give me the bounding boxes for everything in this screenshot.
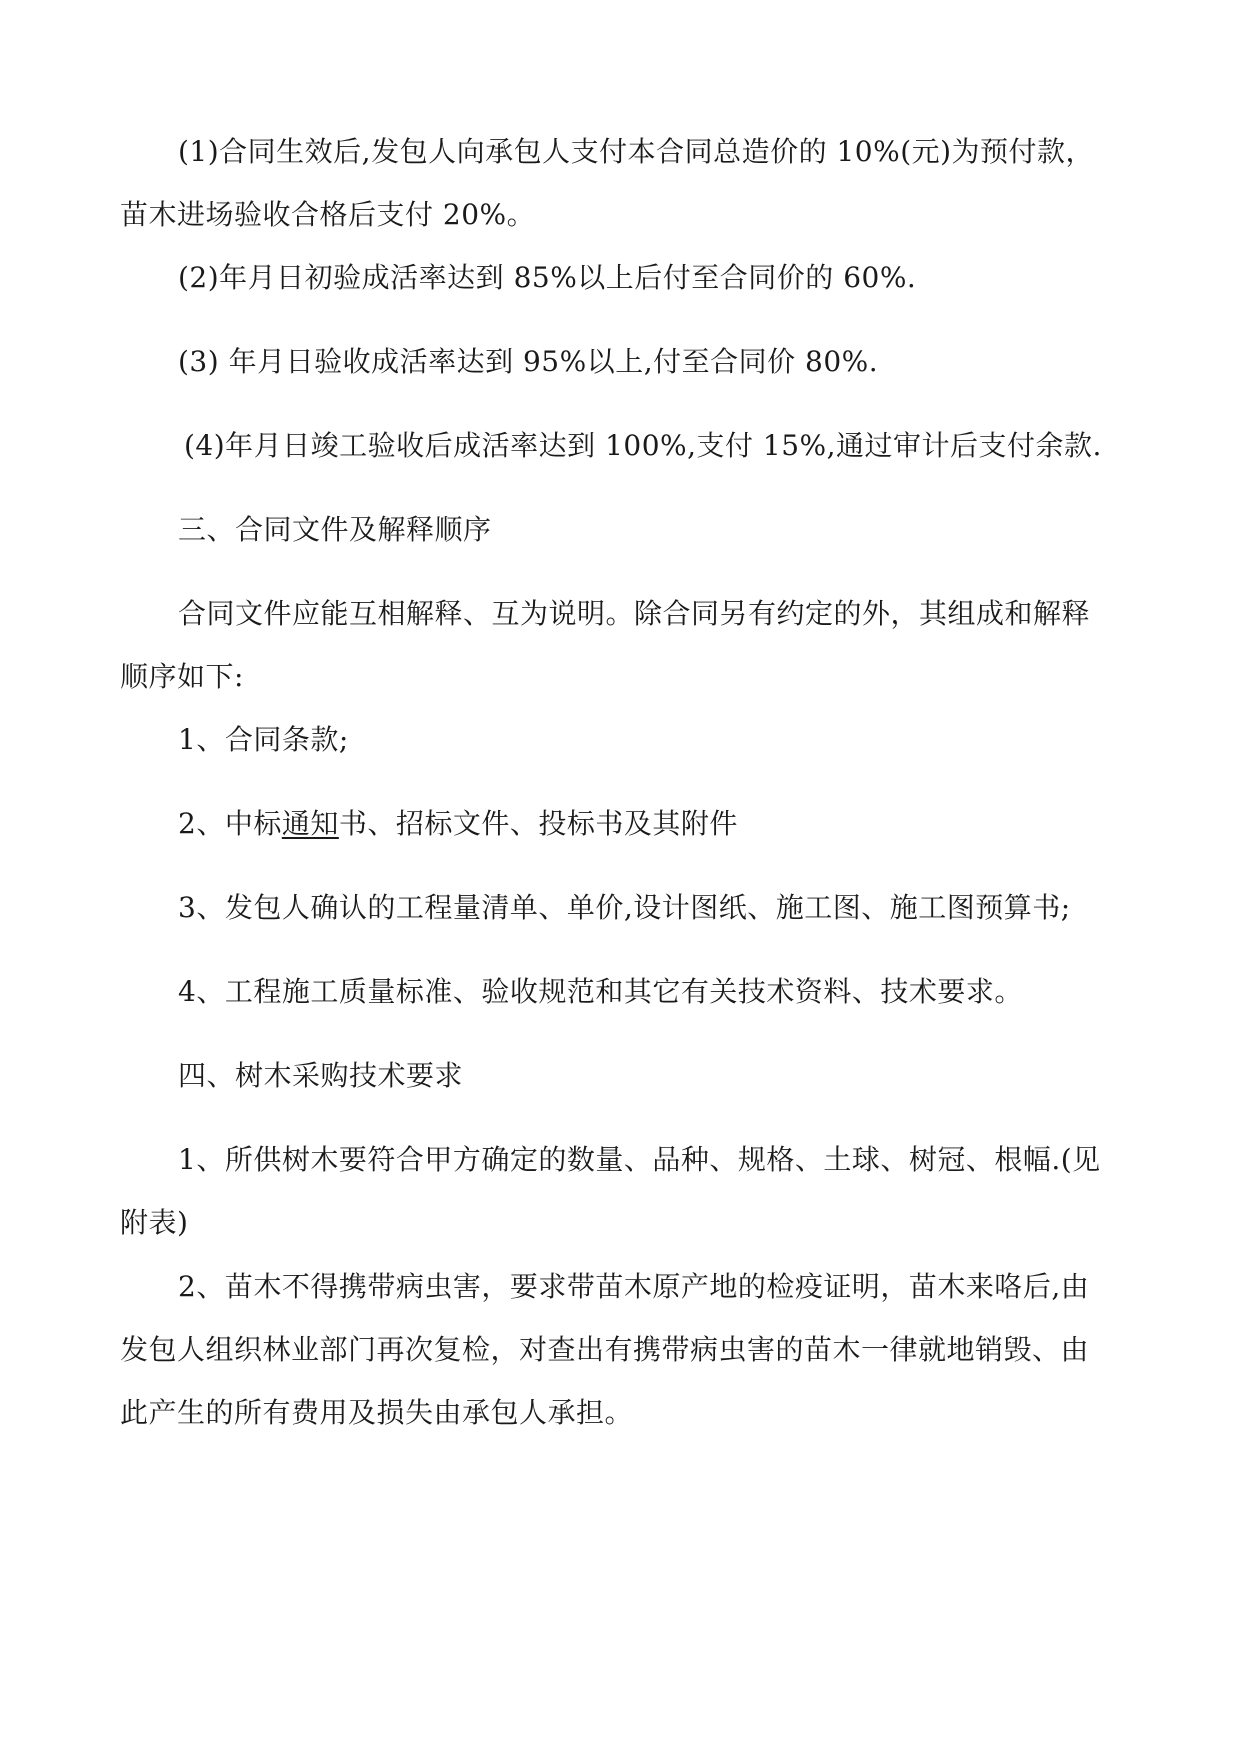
list-item-3 (120, 876, 1130, 939)
paragraph-line: (2)年月日初验成活率达到 85%以上后付至合同价的 60%. (178, 261, 917, 294)
paragraph-line: 4、工程施工质量标准、验收规范和其它有关技术资料、技术要求。 (178, 975, 1023, 1008)
paragraph-line: (4)年月日竣工验收后成活率达到 100%,支付 15%,通过审计后支付余款. (184, 429, 1102, 462)
paragraph-line: 此产生的所有费用及损失由承包人承担。 (120, 1396, 634, 1429)
paragraph-line: 顺序如下: (120, 660, 244, 693)
list-item-4 (120, 960, 1130, 1023)
paragraph-line: 苗木进场验收合格后支付 20%。 (120, 198, 536, 231)
paragraph-payment-2 (120, 246, 1130, 309)
paragraph-payment-4 (120, 414, 1130, 477)
paragraph-line: 2、苗木不得携带病虫害，要求带苗木原产地的检疫证明，苗木来咯后,由 (178, 1270, 1090, 1303)
paragraph-requirement-1 (120, 1128, 1130, 1254)
list-item-1 (120, 708, 1130, 771)
paragraph-line: (1)合同生效后,发包人向承包人支付本合同总造价的 10%(元)为预付款， (178, 135, 1095, 168)
paragraph-line: 发包人组织林业部门再次复检，对查出有携带病虫害的苗木一律就地销毁、由 (120, 1333, 1090, 1366)
paragraph-line: 附表) (120, 1206, 189, 1239)
paragraph-payment-1 (120, 120, 1130, 246)
paragraph-interpretation (120, 582, 1130, 708)
paragraph-line-prefix: 2、中标 (178, 807, 282, 840)
paragraph-line: (3) 年月日验收成活率达到 95%以上,付至合同价 80%. (178, 345, 879, 378)
list-item-2 (120, 792, 1130, 855)
paragraph-requirement-2 (120, 1255, 1130, 1444)
paragraph-line: 合同文件应能互相解释、互为说明。除合同另有约定的外，其组成和解释 (178, 597, 1091, 630)
paragraph-payment-3 (120, 330, 1130, 393)
heading-text: 三、合同文件及解释顺序 (178, 513, 492, 546)
section-heading-tree-procurement (120, 1044, 1130, 1107)
paragraph-line: 1、合同条款; (178, 723, 349, 756)
heading-text: 四、树木采购技术要求 (178, 1059, 464, 1092)
paragraph-line-suffix: 书、招标文件、投标书及其附件 (338, 807, 738, 840)
paragraph-line: 1、所供树木要符合甲方确定的数量、品种、规格、土球、树冠、根幅.(见 (178, 1143, 1101, 1176)
section-heading-contract-documents (120, 498, 1130, 561)
underlined-word: 通知 (281, 807, 339, 840)
paragraph-line: 3、发包人确认的工程量清单、单价,设计图纸、施工图、施工图预算书; (178, 891, 1071, 924)
